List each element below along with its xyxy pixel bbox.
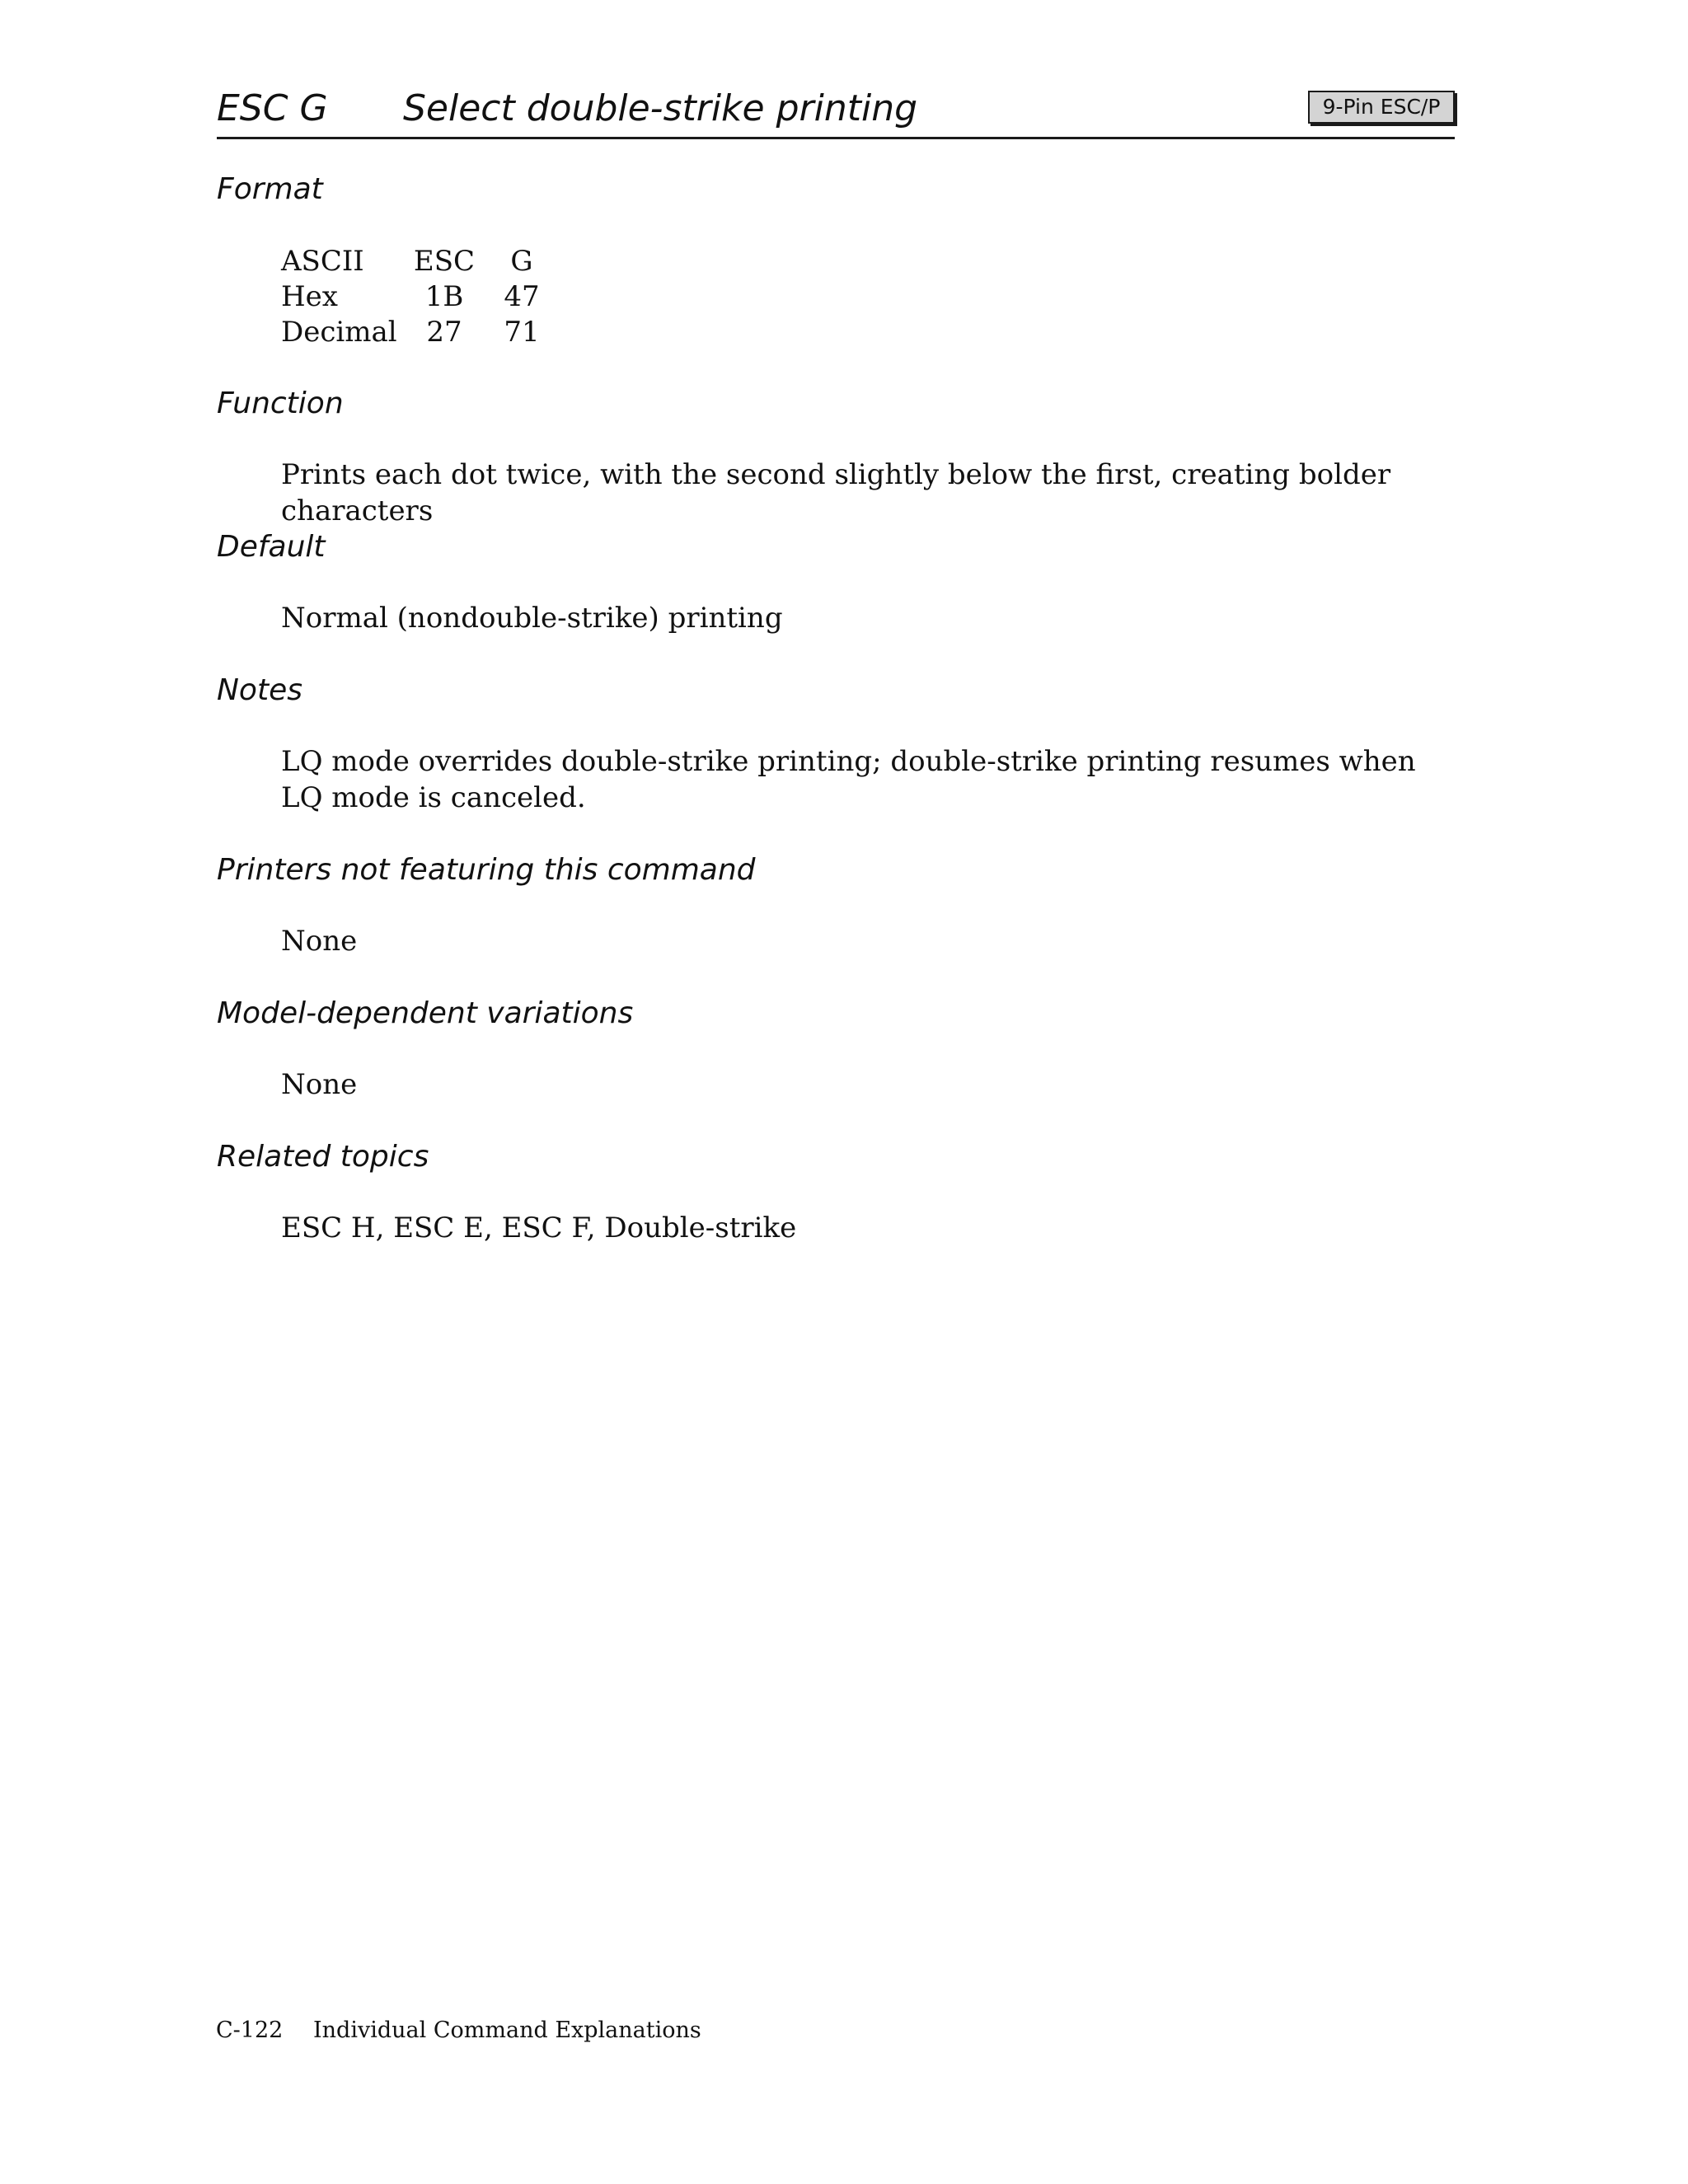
notes-heading: Notes bbox=[217, 673, 302, 707]
format-row-label: Decimal bbox=[281, 316, 397, 349]
format-value: 47 bbox=[504, 280, 540, 313]
default-heading: Default bbox=[217, 530, 326, 564]
command-title: Select double-strike printing bbox=[403, 87, 918, 129]
format-table bbox=[281, 244, 565, 350]
notes-text: LQ mode overrides double-strike printing; double-strike printing resumes when LQ mode is canceled. bbox=[281, 745, 1416, 814]
format-value: G bbox=[510, 245, 533, 278]
printer-class-badge: 9-Pin ESC/P bbox=[1308, 91, 1455, 124]
format-value: 71 bbox=[504, 316, 540, 349]
page-header bbox=[217, 82, 1455, 139]
model-variations-text: None bbox=[281, 1068, 358, 1101]
printers-not-featuring-text: None bbox=[281, 925, 358, 958]
related-topics-heading: Related topics bbox=[217, 1140, 429, 1174]
format-row-label: Hex bbox=[281, 280, 338, 313]
printers-not-featuring-heading: Printers not featuring this command bbox=[217, 853, 756, 887]
table-row bbox=[281, 279, 565, 315]
format-row-label: ASCII bbox=[281, 245, 364, 278]
page-footer bbox=[216, 2018, 701, 2044]
format-value: 27 bbox=[426, 316, 462, 349]
table-row bbox=[281, 244, 565, 279]
format-value: ESC bbox=[413, 245, 476, 278]
function-heading: Function bbox=[217, 387, 344, 420]
model-variations-heading: Model-dependent variations bbox=[217, 996, 634, 1030]
format-heading: Format bbox=[217, 172, 323, 206]
table-row bbox=[281, 315, 565, 350]
command-code: ESC G bbox=[217, 87, 328, 129]
default-text: Normal (nondouble-strike) printing bbox=[281, 602, 783, 635]
page-number: C-122 bbox=[216, 2018, 284, 2043]
related-topics-text: ESC H, ESC E, ESC F, Double-strike bbox=[281, 1212, 797, 1244]
function-text: Prints each dot twice, with the second slightly below the first, creating bolder characters bbox=[281, 458, 1391, 527]
format-value: 1B bbox=[424, 280, 464, 313]
chapter-title: Individual Command Explanations bbox=[313, 2018, 701, 2043]
